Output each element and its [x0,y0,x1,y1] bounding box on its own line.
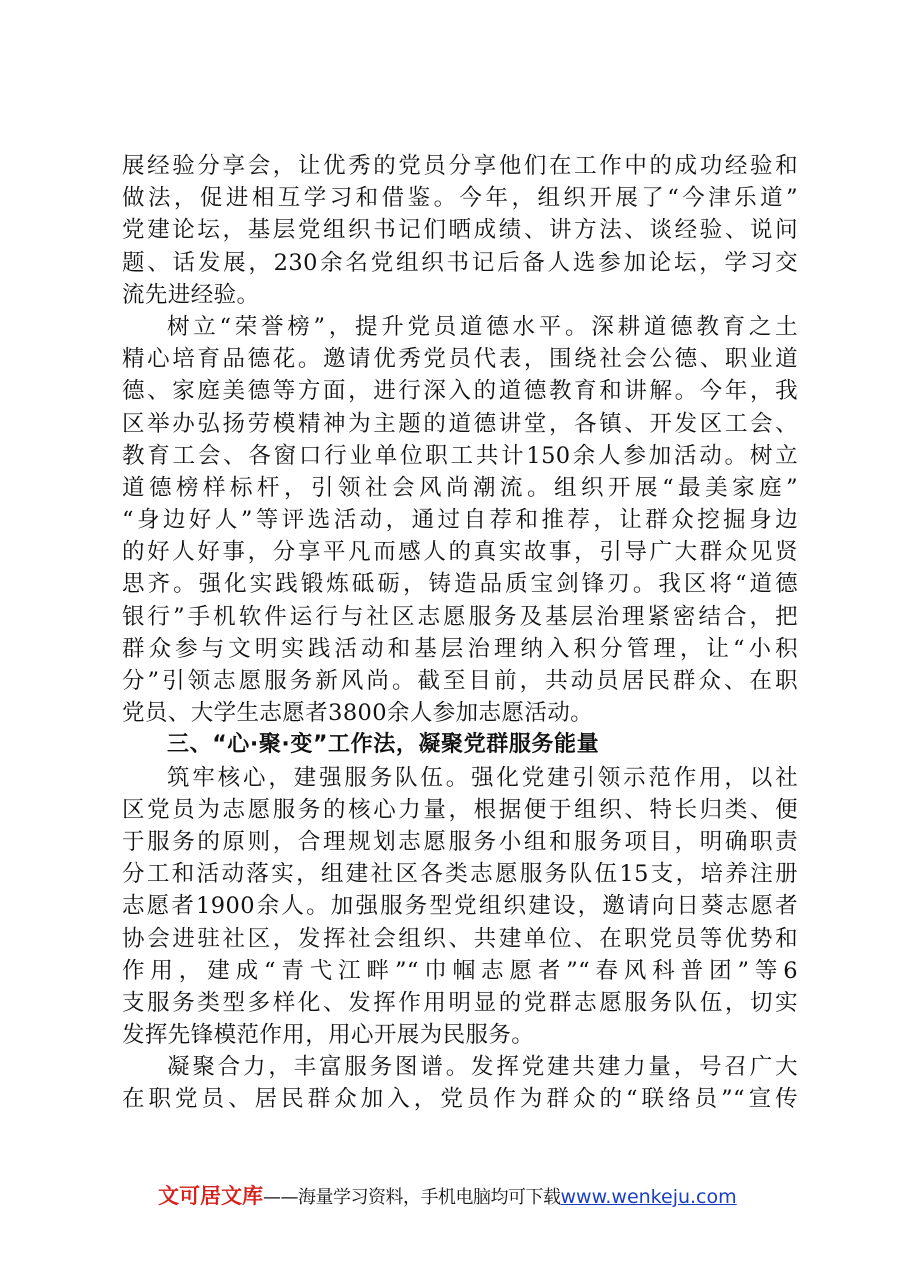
text-line: 精心培育品德花。邀请优秀党员代表，围绕社会公德、职业道 [122,346,798,373]
text-line: “身边好人”等评选活动，通过自荐和推荐，让群众挖掘身边 [122,507,798,534]
text-line: 在职党员、居民群众加入，党员作为群众的“联络员”“宣传 [122,1086,798,1113]
text-line: 区举办弘扬劳模精神为主题的道德讲堂，各镇、开发区工会、 [122,410,798,437]
text-line: 展经验分享会，让优秀的党员分享他们在工作中的成功经验和 [122,153,798,179]
text-line: 思齐。强化实践锻炼砥砺，铸造品质宝剑锋刃。我区将“道德 [122,571,798,598]
text-line: 协会进驻社区，发挥社会组织、共建单位、在职党员等优势和 [122,925,798,952]
text-line: 教育工会、各窗口行业单位职工共计150余人参加活动。树立 [122,442,798,469]
text-line: 于服务的原则，合理规划志愿服务小组和服务项目，明确职责 [122,828,798,855]
text-line: 分工和活动落实，组建社区各类志愿服务队伍15支，培养注册 [122,861,798,888]
text-line: 群众参与文明实践活动和基层治理纳入积分管理，让“小积 [122,635,798,662]
text-line: 德、家庭美德等方面，进行深入的道德教育和讲解。今年，我 [122,378,798,405]
footer-link[interactable]: www.wenkeju.com [560,1186,737,1208]
section-heading: 三、“心·聚·变”工作法，凝聚党群服务能量 [167,732,600,758]
text-line: 道德榜样标杆，引领社会风尚潮流。组织开展“最美家庭” [122,474,798,501]
text-line: 志愿者1900余人。加强服务型党组织建设，邀请向日葵志愿者 [122,893,798,920]
text-line: 题、话发展，230余名党组织书记后备人选参加论坛，学习交 [122,249,798,276]
text-line: 作用，建成“青弋江畔”“巾帼志愿者”“春风科普团”等6 [122,957,798,984]
text-line: 的好人好事，分享平凡而感人的真实故事，引导广大群众见贤 [122,539,798,566]
text-line: 区党员为志愿服务的核心力量，根据便于组织、特长归类、便 [122,796,798,823]
paragraph-start-line: 筑牢核心，建强服务队伍。强化党建引领示范作用，以社 [167,764,798,791]
text-line: 发挥先锋模范作用，用心开展为民服务。 [122,1022,535,1049]
footer-tagline: ——海量学习资料，手机电脑均可下载 [263,1187,561,1208]
text-line: 党员、大学生志愿者3800余人参加志愿活动。 [122,700,594,727]
text-line: 流先进经验。 [122,281,260,308]
text-line: 分”引领志愿服务新风尚。截至目前，共动员居民群众、在职 [122,668,798,694]
document-body [122,150,798,1116]
footer-brand: 文可居文库 [158,1184,263,1208]
text-line: 党建论坛，基层党组织书记们晒成绩、讲方法、谈经验、说问 [122,217,798,244]
paragraph-start-line: 凝聚合力，丰富服务图谱。发挥党建共建力量，号召广大 [167,1054,798,1081]
text-line: 银行”手机软件运行与社区志愿服务及基层治理紧密结合，把 [122,603,798,630]
text-line: 做法，促进相互学习和借鉴。今年，组织开展了“今津乐道” [122,185,798,212]
text-line: 支服务类型多样化、发挥作用明显的党群志愿服务队伍，切实 [122,989,798,1016]
paragraph-start-line: 树立“荣誉榜”，提升党员道德水平。深耕道德教育之土 [167,313,798,340]
footer-banner [158,1179,737,1213]
